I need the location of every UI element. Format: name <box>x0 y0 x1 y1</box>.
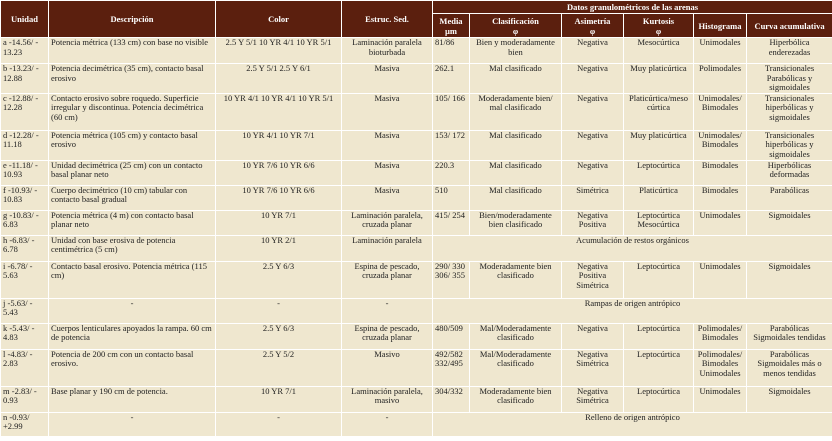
cell-media: 415/ 254 <box>433 210 470 235</box>
cell-unidad: j -5.63/ - 5.43 <box>1 298 49 323</box>
table-row <box>1 323 832 349</box>
cell-curva: Transicionales Parabólicas y sigmoidales <box>747 64 832 94</box>
cell-clasif: Mal clasificado <box>470 160 562 185</box>
cell-kurt: Leptocúrtica <box>624 160 694 185</box>
cell-media: 492/582 332/495 <box>433 349 470 386</box>
cell-unidad: g -10.83/ - 6.83 <box>1 210 49 235</box>
table-row <box>1 412 832 436</box>
table-row <box>1 64 832 94</box>
cell-hist: Polimodales/ Bimodales <box>694 323 747 349</box>
cell-kurt: Mesocúrtica <box>624 38 694 64</box>
cell-kurt: Leptocúrtica <box>624 323 694 349</box>
cell-unidad: b -13.23/ - 12.88 <box>1 64 49 94</box>
cell-clasif: Moderadamente bien clasificado <box>470 386 562 412</box>
cell-span-note: Acumulación de restos orgánicos <box>433 235 832 261</box>
cell-descripcion: Potencia métrica (4 m) con contacto basal planar neto <box>49 210 216 235</box>
cell-asim: Simétrica <box>562 185 624 210</box>
table-body <box>1 38 832 437</box>
table-row <box>1 210 832 235</box>
cell-color: 2.5 Y 6/3 <box>216 261 342 298</box>
cell-kurt: Leptocúrtica <box>624 386 694 412</box>
cell-color: 10 YR 7/6 10 YR 6/6 <box>216 160 342 185</box>
header-media: Media µm <box>433 14 470 38</box>
cell-clasif: Mal/Moderadamente clasificado <box>470 349 562 386</box>
cell-unidad: f -10.93/ - 10.83 <box>1 185 49 210</box>
cell-descripcion: - <box>49 298 216 323</box>
cell-descripcion: Contacto erosivo sobre roquedo. Superficie irregular y discontinua. Potencia decimétrica (60 cm) <box>49 93 216 130</box>
cell-descripcion: Cuerpo decimétrico (10 cm) tabular con contacto basal gradual <box>49 185 216 210</box>
cell-kurt: Leptocúrtica <box>624 261 694 298</box>
cell-estruc: Masiva <box>342 185 433 210</box>
cell-hist: Unimodales <box>694 386 747 412</box>
cell-media: 105/ 166 <box>433 93 470 130</box>
cell-clasif: Mal/Moderadamente clasificado <box>470 323 562 349</box>
cell-descripcion: Unidad decimétrica (25 cm) con un contacto basal planar neto <box>49 160 216 185</box>
cell-color: - <box>216 412 342 436</box>
table-row <box>1 298 832 323</box>
header-descripcion: Descripción <box>49 1 216 38</box>
cell-media: 510 <box>433 185 470 210</box>
cell-estruc: Laminación paralela, cruzada planar <box>342 210 433 235</box>
cell-clasif: Mal clasificado <box>470 130 562 160</box>
cell-estruc: Espina de pescado, cruzada planar <box>342 323 433 349</box>
cell-estruc: - <box>342 298 433 323</box>
cell-estruc: Masiva <box>342 160 433 185</box>
cell-media: 81/86 <box>433 38 470 64</box>
cell-hist: Bimodales <box>694 185 747 210</box>
cell-asim: Negativa <box>562 64 624 94</box>
cell-descripcion: Cuerpos lenticulares apoyados la rampa. 60 cm de potencia <box>49 323 216 349</box>
cell-kurt: Leptocúrtica <box>624 349 694 386</box>
table-row <box>1 130 832 160</box>
cell-color: 2.5 Y 5/1 2.5 Y 6/1 <box>216 64 342 94</box>
cell-estruc: Laminación paralela, masivo <box>342 386 433 412</box>
header-curva: Curva acumulativa <box>747 14 832 38</box>
cell-color: - <box>216 298 342 323</box>
cell-kurt: Platicúrtica <box>624 185 694 210</box>
cell-unidad: a -14.56/ - 13.23 <box>1 38 49 64</box>
table-row <box>1 261 832 298</box>
cell-kurt: Muy platicúrtica <box>624 64 694 94</box>
cell-kurt: Leptocúrtica Mesocúrtica <box>624 210 694 235</box>
cell-hist: Bimodales <box>694 160 747 185</box>
cell-hist: Unimodales <box>694 38 747 64</box>
cell-hist: Unimodales <box>694 261 747 298</box>
table-row <box>1 235 832 261</box>
cell-color: 10 YR 7/1 <box>216 210 342 235</box>
cell-curva: Sigmoidales <box>747 261 832 298</box>
cell-kurt: Muy platicúrtica <box>624 130 694 160</box>
cell-clasif: Bien y moderadamente bien <box>470 38 562 64</box>
cell-asim: Negativa <box>562 38 624 64</box>
cell-clasif: Moderadamente bien clasificado <box>470 261 562 298</box>
cell-descripcion: Potencia métrica (133 cm) con base no visible <box>49 38 216 64</box>
cell-unidad: c -12.88/ - 12.28 <box>1 93 49 130</box>
cell-descripcion: - <box>49 412 216 436</box>
table-row <box>1 38 832 64</box>
cell-unidad: n -0.93/ +2.99 <box>1 412 49 436</box>
cell-hist: Unimodales/ Bimodales <box>694 130 747 160</box>
cell-descripcion: Unidad con base erosiva de potencia centimétrica (5 cm) <box>49 235 216 261</box>
cell-unidad: d -12.28/ - 11.18 <box>1 130 49 160</box>
cell-clasif: Mal clasificado <box>470 64 562 94</box>
cell-unidad: l -4.83/ - 2.83 <box>1 349 49 386</box>
cell-estruc: Laminación paralela bioturbada <box>342 38 433 64</box>
cell-color: 10 YR 7/6 10 YR 6/6 <box>216 185 342 210</box>
cell-media: 262.1 <box>433 64 470 94</box>
cell-hist: Polimodales <box>694 64 747 94</box>
header-histograma: Histograma <box>694 14 747 38</box>
cell-curva: Parabólicas Sigmoidales tendidas <box>747 323 832 349</box>
cell-color: 2.5 Y 5/1 10 YR 4/1 10 YR 5/1 <box>216 38 342 64</box>
cell-media: 304/332 <box>433 386 470 412</box>
cell-unidad: i -6.78/ - 5.63 <box>1 261 49 298</box>
cell-unidad: k -5.43/ - 4.83 <box>1 323 49 349</box>
cell-hist: Unimodales/ Bimodales <box>694 93 747 130</box>
cell-curva: Transicionales hiperbólicas y sigmoidales <box>747 93 832 130</box>
cell-span-note: Relleno de origen antrópico <box>433 412 832 436</box>
cell-color: 2.5 Y 6/3 <box>216 323 342 349</box>
cell-curva: Parabólicas <box>747 185 832 210</box>
cell-asim: Negativa Positiva Simétrica <box>562 261 624 298</box>
cell-asim: Negativa Positiva <box>562 210 624 235</box>
cell-estruc: Masivo <box>342 349 433 386</box>
cell-clasif: Bien/moderadamente bien clasificado <box>470 210 562 235</box>
table-row <box>1 349 832 386</box>
cell-estruc: Masiva <box>342 93 433 130</box>
cell-color: 10 YR 4/1 10 YR 7/1 <box>216 130 342 160</box>
cell-color: 10 YR 4/1 10 YR 4/1 10 YR 5/1 <box>216 93 342 130</box>
cell-estruc: Masiva <box>342 130 433 160</box>
cell-unidad: m -2.83/ - 0.93 <box>1 386 49 412</box>
cell-media: 480/509 <box>433 323 470 349</box>
header-datos: Datos granulométricos de las arenas <box>433 1 832 14</box>
table-row <box>1 386 832 412</box>
header-kurtosis: Kurtosis φ <box>624 14 694 38</box>
cell-media: 220.3 <box>433 160 470 185</box>
cell-estruc: Masiva <box>342 64 433 94</box>
cell-unidad: h -6.83/ - 6.78 <box>1 235 49 261</box>
cell-curva: Hiperbólica enderezadas <box>747 38 832 64</box>
cell-curva: Parabólicas Sigmoidales más o menos tendidas <box>747 349 832 386</box>
cell-descripcion: Potencia de 200 cm con un contacto basal erosivo. <box>49 349 216 386</box>
cell-asim: Negativa <box>562 93 624 130</box>
cell-media: 290/ 330 306/ 355 <box>433 261 470 298</box>
cell-descripcion: Base planar y 190 cm de potencia. <box>49 386 216 412</box>
table-row <box>1 160 832 185</box>
table-row <box>1 93 832 130</box>
cell-estruc: - <box>342 412 433 436</box>
cell-asim: Negativa <box>562 160 624 185</box>
cell-descripcion: Potencia decimétrica (35 cm), contacto basal erosivo <box>49 64 216 94</box>
cell-descripcion: Contacto basal erosivo. Potencia métrica (115 cm) <box>49 261 216 298</box>
cell-descripcion: Potencia métrica (105 cm) y contacto basal erosivo <box>49 130 216 160</box>
cell-media: 153/ 172 <box>433 130 470 160</box>
cell-clasif: Mal clasificado <box>470 185 562 210</box>
header-clasificacion: Clasificación φ <box>470 14 562 38</box>
cell-asim: Negativa <box>562 323 624 349</box>
header-unidad: Unidad <box>1 1 49 38</box>
cell-kurt: Platicúrtica/meso cúrtica <box>624 93 694 130</box>
header-estruc: Estruc. Sed. <box>342 1 433 38</box>
cell-asim: Negativa Simétrica <box>562 386 624 412</box>
cell-estruc: Laminación paralela <box>342 235 433 261</box>
cell-unidad: e -11.18/ - 10.93 <box>1 160 49 185</box>
cell-span-note: Rampas de origen antrópico <box>433 298 832 323</box>
cell-color: 2.5 Y 5/2 <box>216 349 342 386</box>
cell-asim: Negativa <box>562 130 624 160</box>
cell-clasif: Moderadamente bien/ mal clasificado <box>470 93 562 130</box>
cell-hist: Polimodales/ Bimodales Unimodales <box>694 349 747 386</box>
cell-color: 10 YR 7/1 <box>216 386 342 412</box>
cell-estruc: Espina de pescado, cruzada planar <box>342 261 433 298</box>
cell-curva: Transicionales hiperbólicas y sigmoidales <box>747 130 832 160</box>
table-row <box>1 185 832 210</box>
header-asimetria: Asimetría φ <box>562 14 624 38</box>
cell-curva: Sigmoidales <box>747 386 832 412</box>
cell-asim: Negativa Simétrica <box>562 349 624 386</box>
cell-curva: Hiperbólicas deformadas <box>747 160 832 185</box>
cell-color: 10 YR 2/1 <box>216 235 342 261</box>
header-color: Color <box>216 1 342 38</box>
cell-curva: Sigmoidales <box>747 210 832 235</box>
cell-hist: Unimodales <box>694 210 747 235</box>
